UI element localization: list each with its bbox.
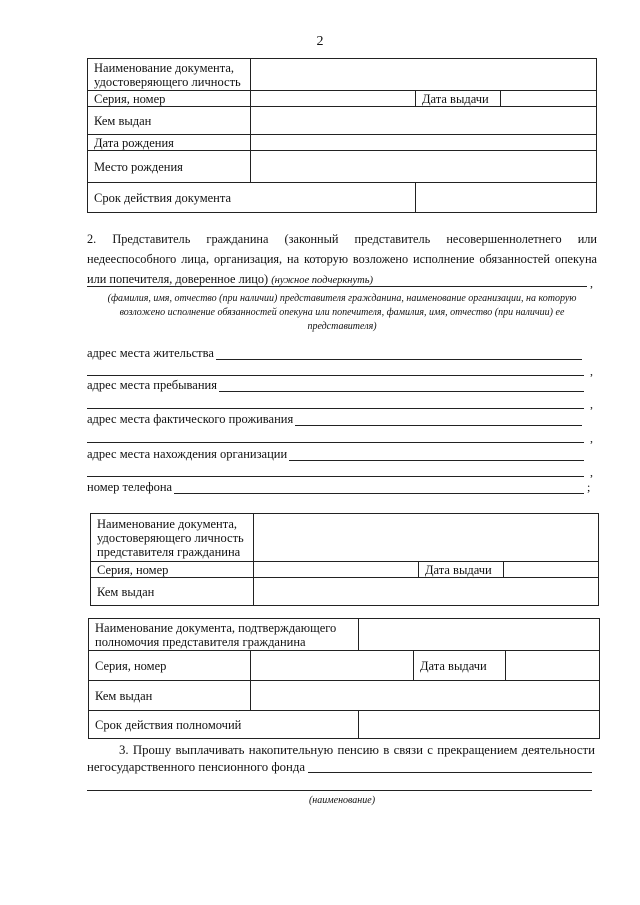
auth-doc-name-label: Наименование документа, подтверждающего полномочия представителя гражданина [89, 619, 359, 651]
series-number-label: Серия, номер [88, 91, 251, 107]
comma-mark: , [590, 465, 593, 479]
issue-date-field[interactable] [501, 91, 597, 107]
fund-name-line[interactable] [308, 772, 592, 773]
actual-line-2[interactable] [87, 442, 584, 443]
page-number: 2 [316, 34, 324, 49]
auth-issued-by-field[interactable] [251, 681, 600, 711]
fund-name-caption: (наименование) [308, 795, 376, 806]
actual-label: адрес места фактического проживания [87, 412, 294, 426]
stay-label: адрес места пребывания [87, 378, 217, 392]
authority-term-field[interactable] [359, 711, 600, 739]
section-2-body: 2. Представитель гражданина (законный представитель несовершеннолетнего или недееспособного лица, организация, на которую возложено исполнение обязанностей опекуна или попечителя, доверенное лицо) [87, 232, 597, 286]
org-line-2[interactable] [87, 476, 584, 477]
issue-date-label: Дата выдачи [416, 91, 501, 107]
validity-field[interactable] [416, 183, 597, 213]
rep-issue-date-label: Дата выдачи [419, 562, 504, 578]
authority-document-table [88, 618, 600, 739]
section-2-text [87, 229, 597, 291]
birth-date-field[interactable] [251, 135, 597, 151]
rep-series-number-field[interactable] [254, 562, 419, 578]
residence-line-2[interactable] [87, 375, 584, 376]
series-number-field[interactable] [251, 91, 416, 107]
auth-issued-by-label: Кем выдан [89, 681, 251, 711]
auth-issue-date-field[interactable] [506, 651, 600, 681]
rep-issued-by-field[interactable] [254, 578, 599, 606]
doc-name-field[interactable] [251, 59, 597, 91]
rep-doc-name-label: Наименование документа, удостоверяющего личность представителя гражданина [91, 514, 254, 562]
comma-mark: , [590, 397, 593, 411]
birth-place-label: Место рождения [88, 151, 251, 183]
org-label: адрес места нахождения организации [87, 447, 288, 461]
birth-date-label: Дата рождения [88, 135, 251, 151]
residence-label: адрес места жительства [87, 346, 214, 360]
comma-mark: , [590, 364, 593, 378]
stay-line-2[interactable] [87, 408, 584, 409]
underline-note: (нужное подчеркнуть) [271, 275, 374, 286]
representative-caption: (фамилия, имя, отчество (при наличии) представителя гражданина, наименование организации, на которую возложено исполнение обязанностей опекуна или попечителя, фамилия, имя, отчество (при наличии) ее представителя) [107, 293, 577, 332]
validity-label: Срок действия документа [88, 183, 416, 213]
identity-document-table [87, 58, 597, 213]
authority-term-label: Срок действия полномочий [89, 711, 359, 739]
rep-issued-by-label: Кем выдан [91, 578, 254, 606]
representative-identity-table [90, 513, 599, 606]
rep-series-number-label: Серия, номер [91, 562, 254, 578]
auth-series-number-label: Серия, номер [89, 651, 251, 681]
doc-name-label: Наименование документа, удостоверяющего личность [88, 59, 251, 91]
section-3-body: 3. Прошу выплачивать накопительную пенсию в связи с прекращением деятельности негосударственного пенсионного фонда [87, 743, 595, 774]
section-3-text [87, 742, 595, 776]
representative-name-line[interactable] [87, 286, 587, 287]
fund-name-line-2[interactable] [87, 790, 592, 791]
comma-mark: , [590, 276, 593, 290]
birth-place-field[interactable] [251, 151, 597, 183]
auth-issue-date-label: Дата выдачи [414, 651, 506, 681]
rep-doc-name-field[interactable] [254, 514, 599, 562]
issued-by-label: Кем выдан [88, 107, 251, 135]
auth-series-number-field[interactable] [251, 651, 414, 681]
auth-doc-name-field[interactable] [359, 619, 600, 651]
semicolon-mark: ; [587, 480, 591, 494]
issued-by-field[interactable] [251, 107, 597, 135]
comma-mark: , [590, 431, 593, 445]
phone-label: номер телефона [87, 480, 173, 494]
rep-issue-date-field[interactable] [504, 562, 599, 578]
